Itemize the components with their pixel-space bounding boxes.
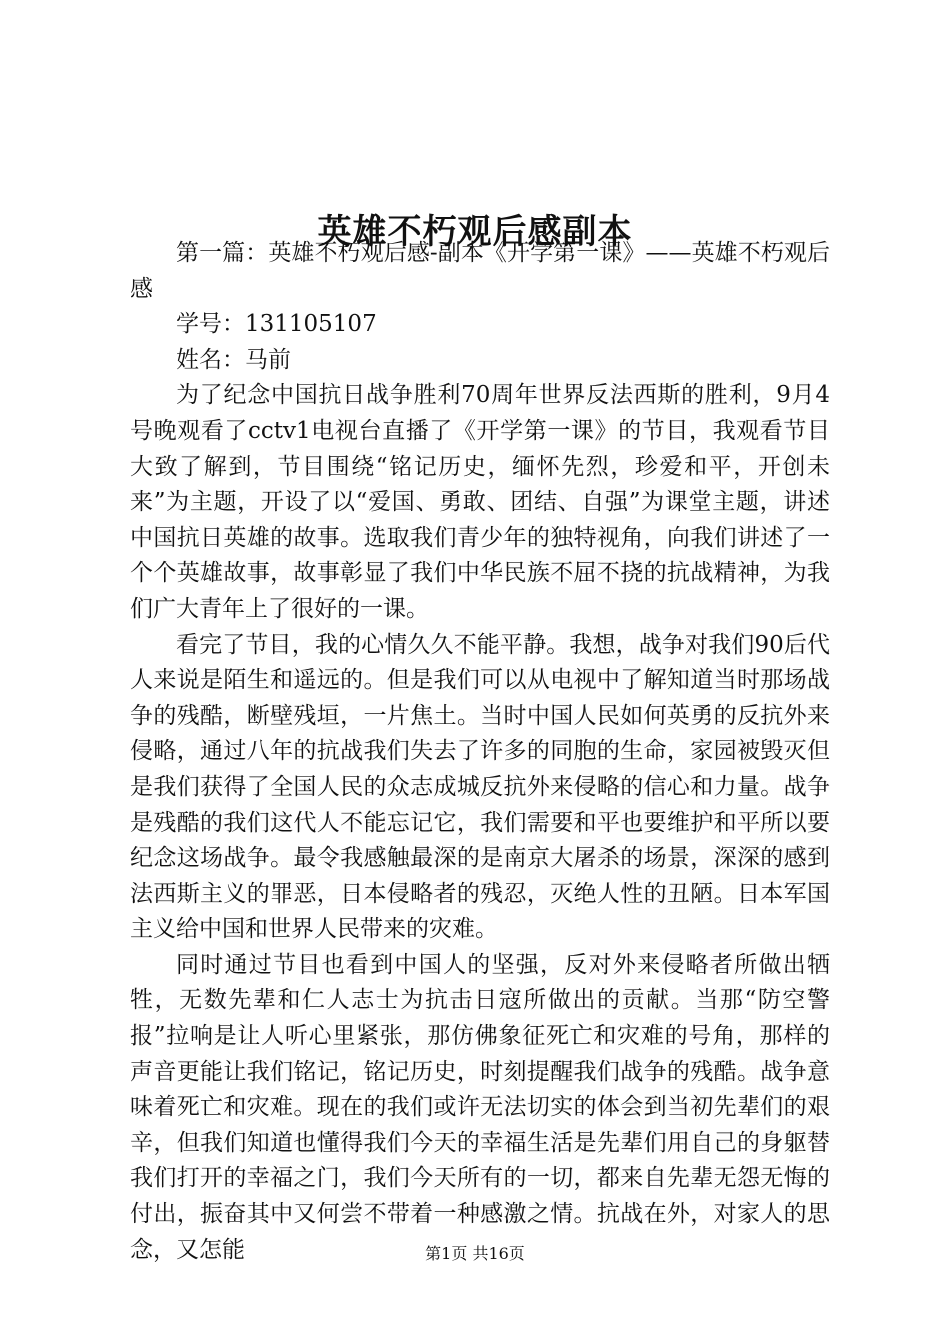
paragraph-1: 为了纪念中国抗日战争胜利70周年世界反法西斯的胜利，9月4号晚观看了cctv1电视台直播了《开学第一课》的节目，我观看节目大致了解到，节目围绕“铭记历史，缅怀先烈，珍爱和平，开创未来”为主题，开设了以“爱国、勇敢、团结、自强”为课堂主题，讲述中国抗日英雄的故事。选取我们青少年的独特视角，向我们讲述了一个个英雄故事，故事彰显了我们中华民族不屈不挠的抗战精神，为我们广大青年上了很好的一课。 — [130, 382, 830, 622]
paragraph-2: 看完了节目，我的心情久久不能平静。我想，战争对我们90后代人来说是陌生和遥远的。但是我们可以从电视中了解知道当时那场战争的残酷，断壁残垣，一片焦土。当时中国人民如何英勇的反抗外来侵略，通过八年的抗战我们失去了许多的同胞的生命，家园被毁灭但是我们获得了全国人民的众志成城反抗外来侵略的信心和力量。战争是残酷的我们这代人不能忘记它，我们需要和平也要维护和平所以要纪念这场战争。最令我感触最深的是南京大屠杀的场景，深深的感到法西斯主义的罪恶，日本侵略者的残忍，灭绝人性的丑陋。日本军国主义给中国和世界人民带来的灾难。 — [130, 631, 830, 943]
page-footer: 第1页 共16页 — [425, 1244, 525, 1263]
paragraph-3: 同时通过节目也看到中国人的坚强，反对外来侵略者所做出牺牲，无数先辈和仁人志士为抗击日寇所做出的贡献。当那“防空警报”拉响是让人听心里紧张，那仿佛象征死亡和灾难的号角，那样的声音更能让我们铭记，铭记历史，时刻提醒我们战争的残酷。战争意味着死亡和灾难。现在的我们或许无法切实的体会到当初先辈们的艰辛，但我们知道也懂得我们今天的幸福生活是先辈们用自己的身躯替我们打开的幸福之门，我们今天所有的一切，都来自先辈无怨无悔的付出，振奋其中又何尝不带着一种感激之情。抗战在外，对家人的思念，又怎能 — [130, 951, 830, 1263]
student-name-line: 姓名：马前 — [176, 346, 291, 373]
student-id-line: 学号：131105107 — [176, 311, 377, 338]
paragraph-heading: 第一篇：英雄不朽观后感-副本《开学第一课》——英雄不朽观后感 — [130, 240, 830, 302]
document-title: 英雄不朽观后感副本 — [317, 211, 633, 252]
document-body — [130, 236, 830, 1268]
